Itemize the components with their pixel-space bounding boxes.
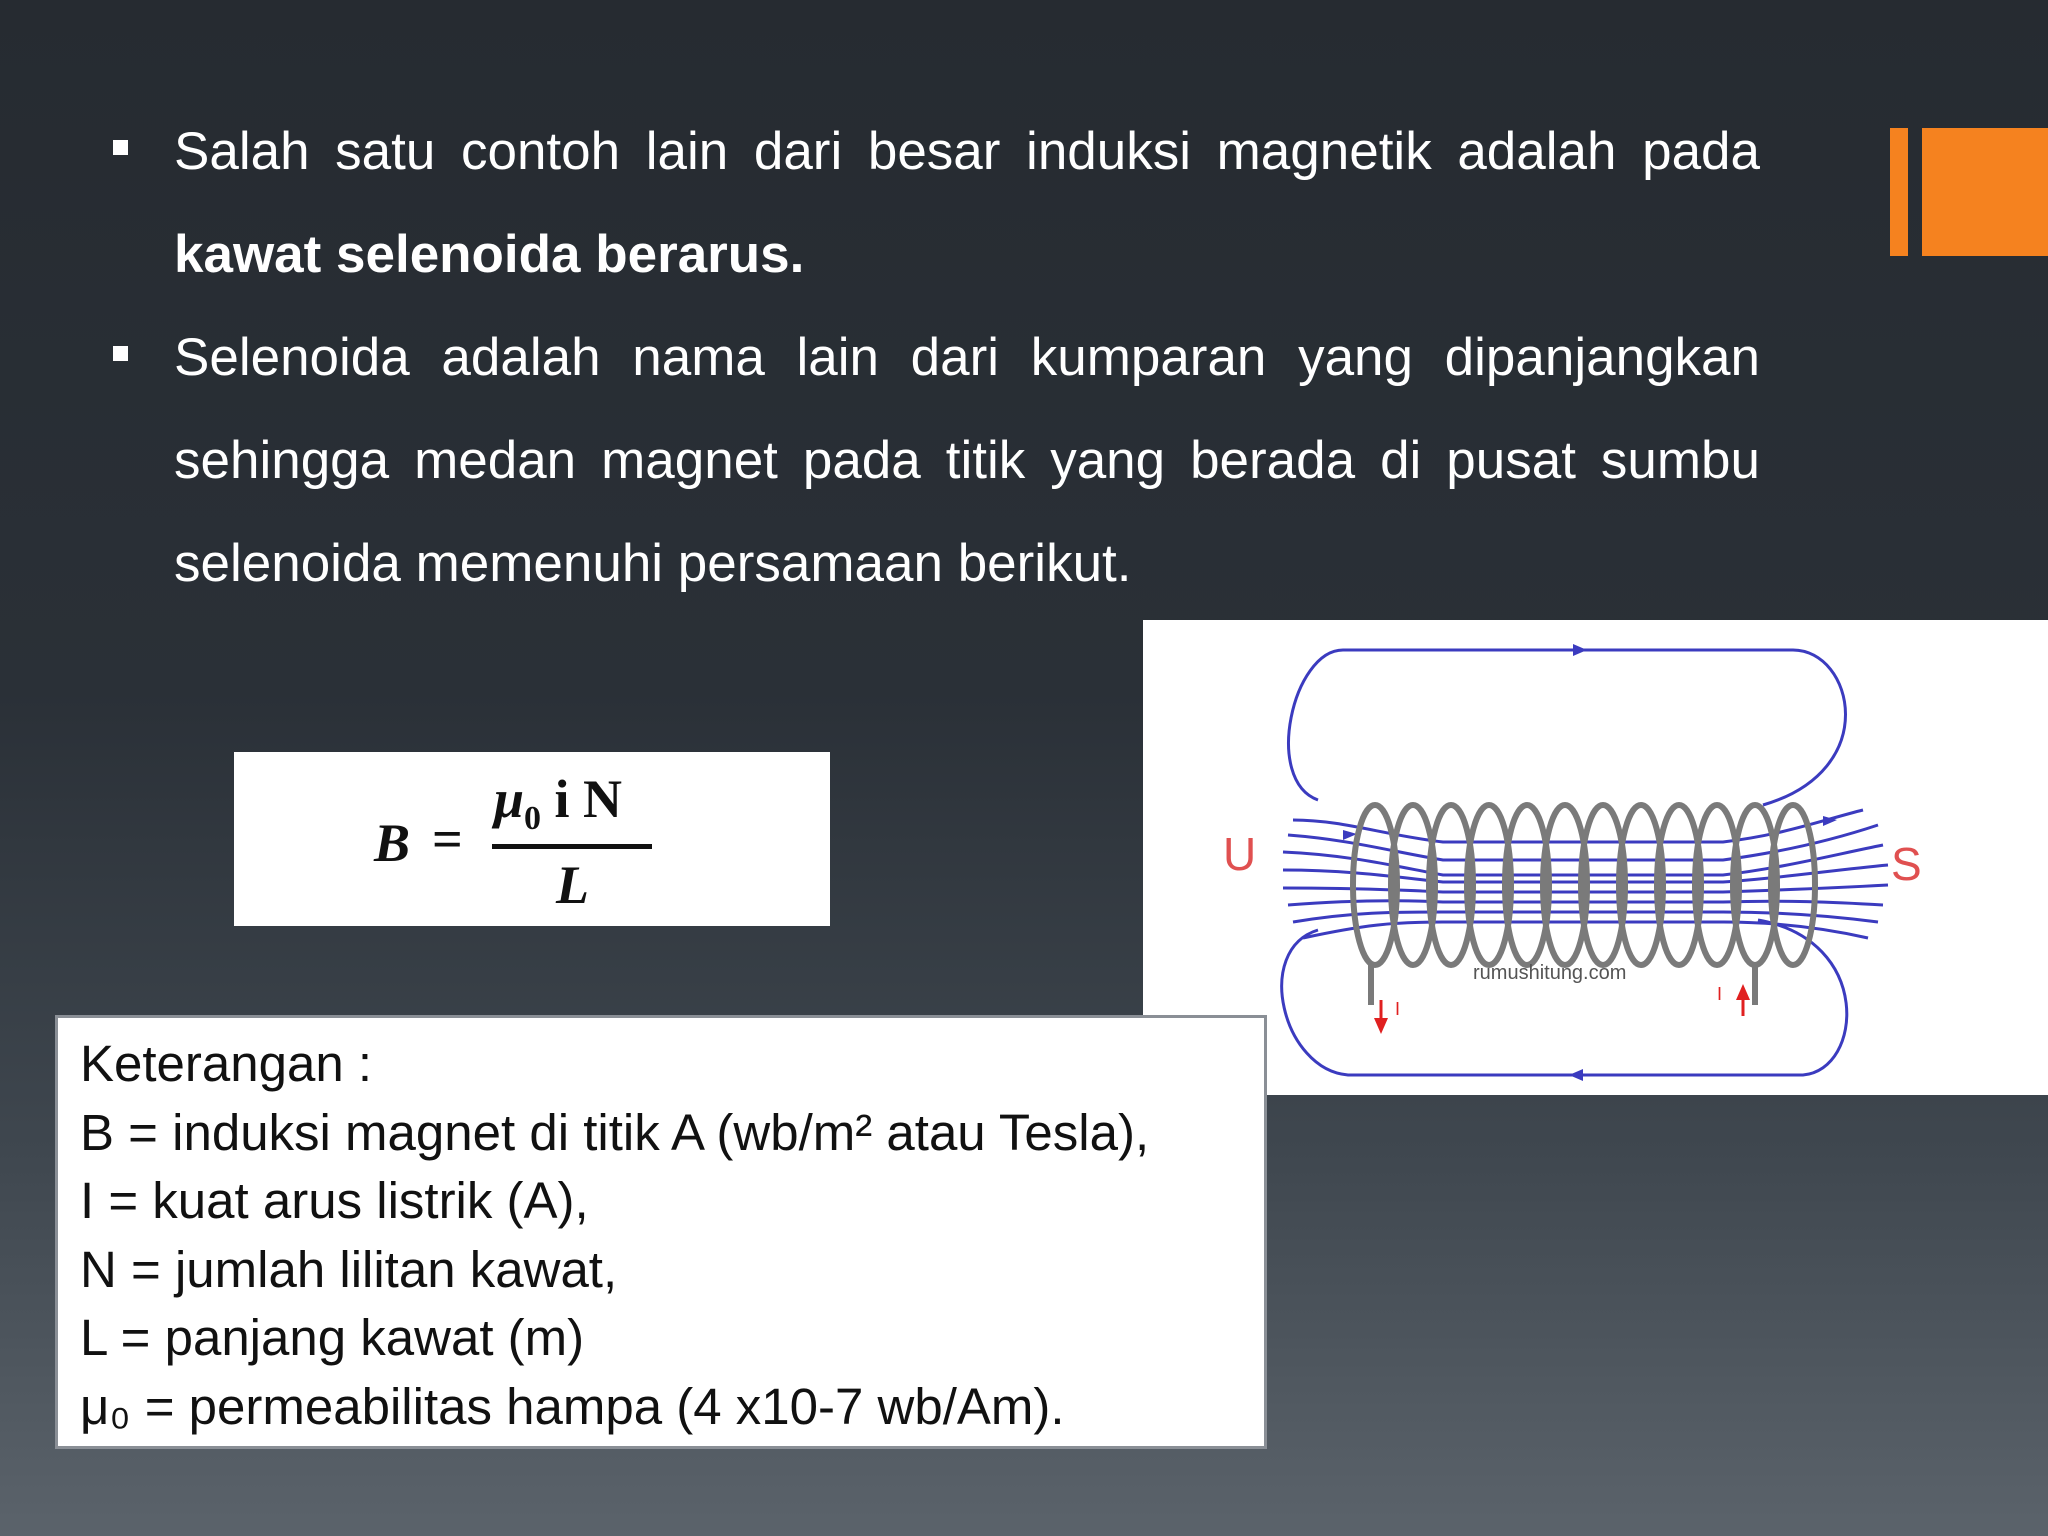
bullet-text: Selenoida adalah nama lain dari kumparan yang dipanjangkan sehingga medan magnet pada titik yang berada di pusat sumbu selenoida memenuhi persamaan berikut. <box>174 328 1760 593</box>
legend-title: Keterangan : <box>80 1035 373 1092</box>
accent-bar-thin <box>1890 128 1908 256</box>
bullet-square-icon <box>113 346 128 361</box>
formula-box <box>234 752 830 926</box>
legend-line-i: I = kuat arus listrik (A), <box>80 1172 589 1229</box>
solenoid-figure <box>1143 620 2048 1095</box>
bullet-text: Salah satu contoh lain dari besar induksi magnetik adalah pada <box>174 122 1760 181</box>
legend-line-b: B = induksi magnet di titik A (wb/m² atau Tesla), <box>80 1103 1150 1161</box>
legend-line-l: L = panjang kawat (m) <box>80 1309 585 1366</box>
formula-numerator: $\mu_0$ i N <box>494 769 623 837</box>
bullet-list <box>110 100 1760 615</box>
field-arrows <box>1343 644 1837 1081</box>
legend-line-mu: μ₀ = permeabilitas hampa (4 x10-7 wb/Am). <box>80 1377 1065 1435</box>
formula-lhs: B <box>374 813 411 873</box>
current-label-left: I <box>1395 999 1401 1019</box>
bullet-square-icon <box>113 140 128 155</box>
formula-equals: = <box>432 809 463 869</box>
pole-label-right: S <box>1891 838 1922 890</box>
formula-denominator: L <box>556 855 589 915</box>
fraction-bar <box>492 844 652 849</box>
legend-line-n: N = jumlah lilitan kawat, <box>80 1240 618 1298</box>
bullet-item <box>110 306 1760 615</box>
bullet-item <box>110 100 1760 306</box>
legend-box <box>55 1015 1267 1449</box>
pole-label-left: U <box>1223 828 1257 880</box>
current-arrows <box>1374 984 1750 1034</box>
current-label-right: I <box>1717 984 1723 1004</box>
accent-bar-wide <box>1922 128 2048 256</box>
bullet-bold-text: kawat selenoida berarus. <box>174 225 805 284</box>
watermark: rumushitung.com <box>1473 962 1627 984</box>
